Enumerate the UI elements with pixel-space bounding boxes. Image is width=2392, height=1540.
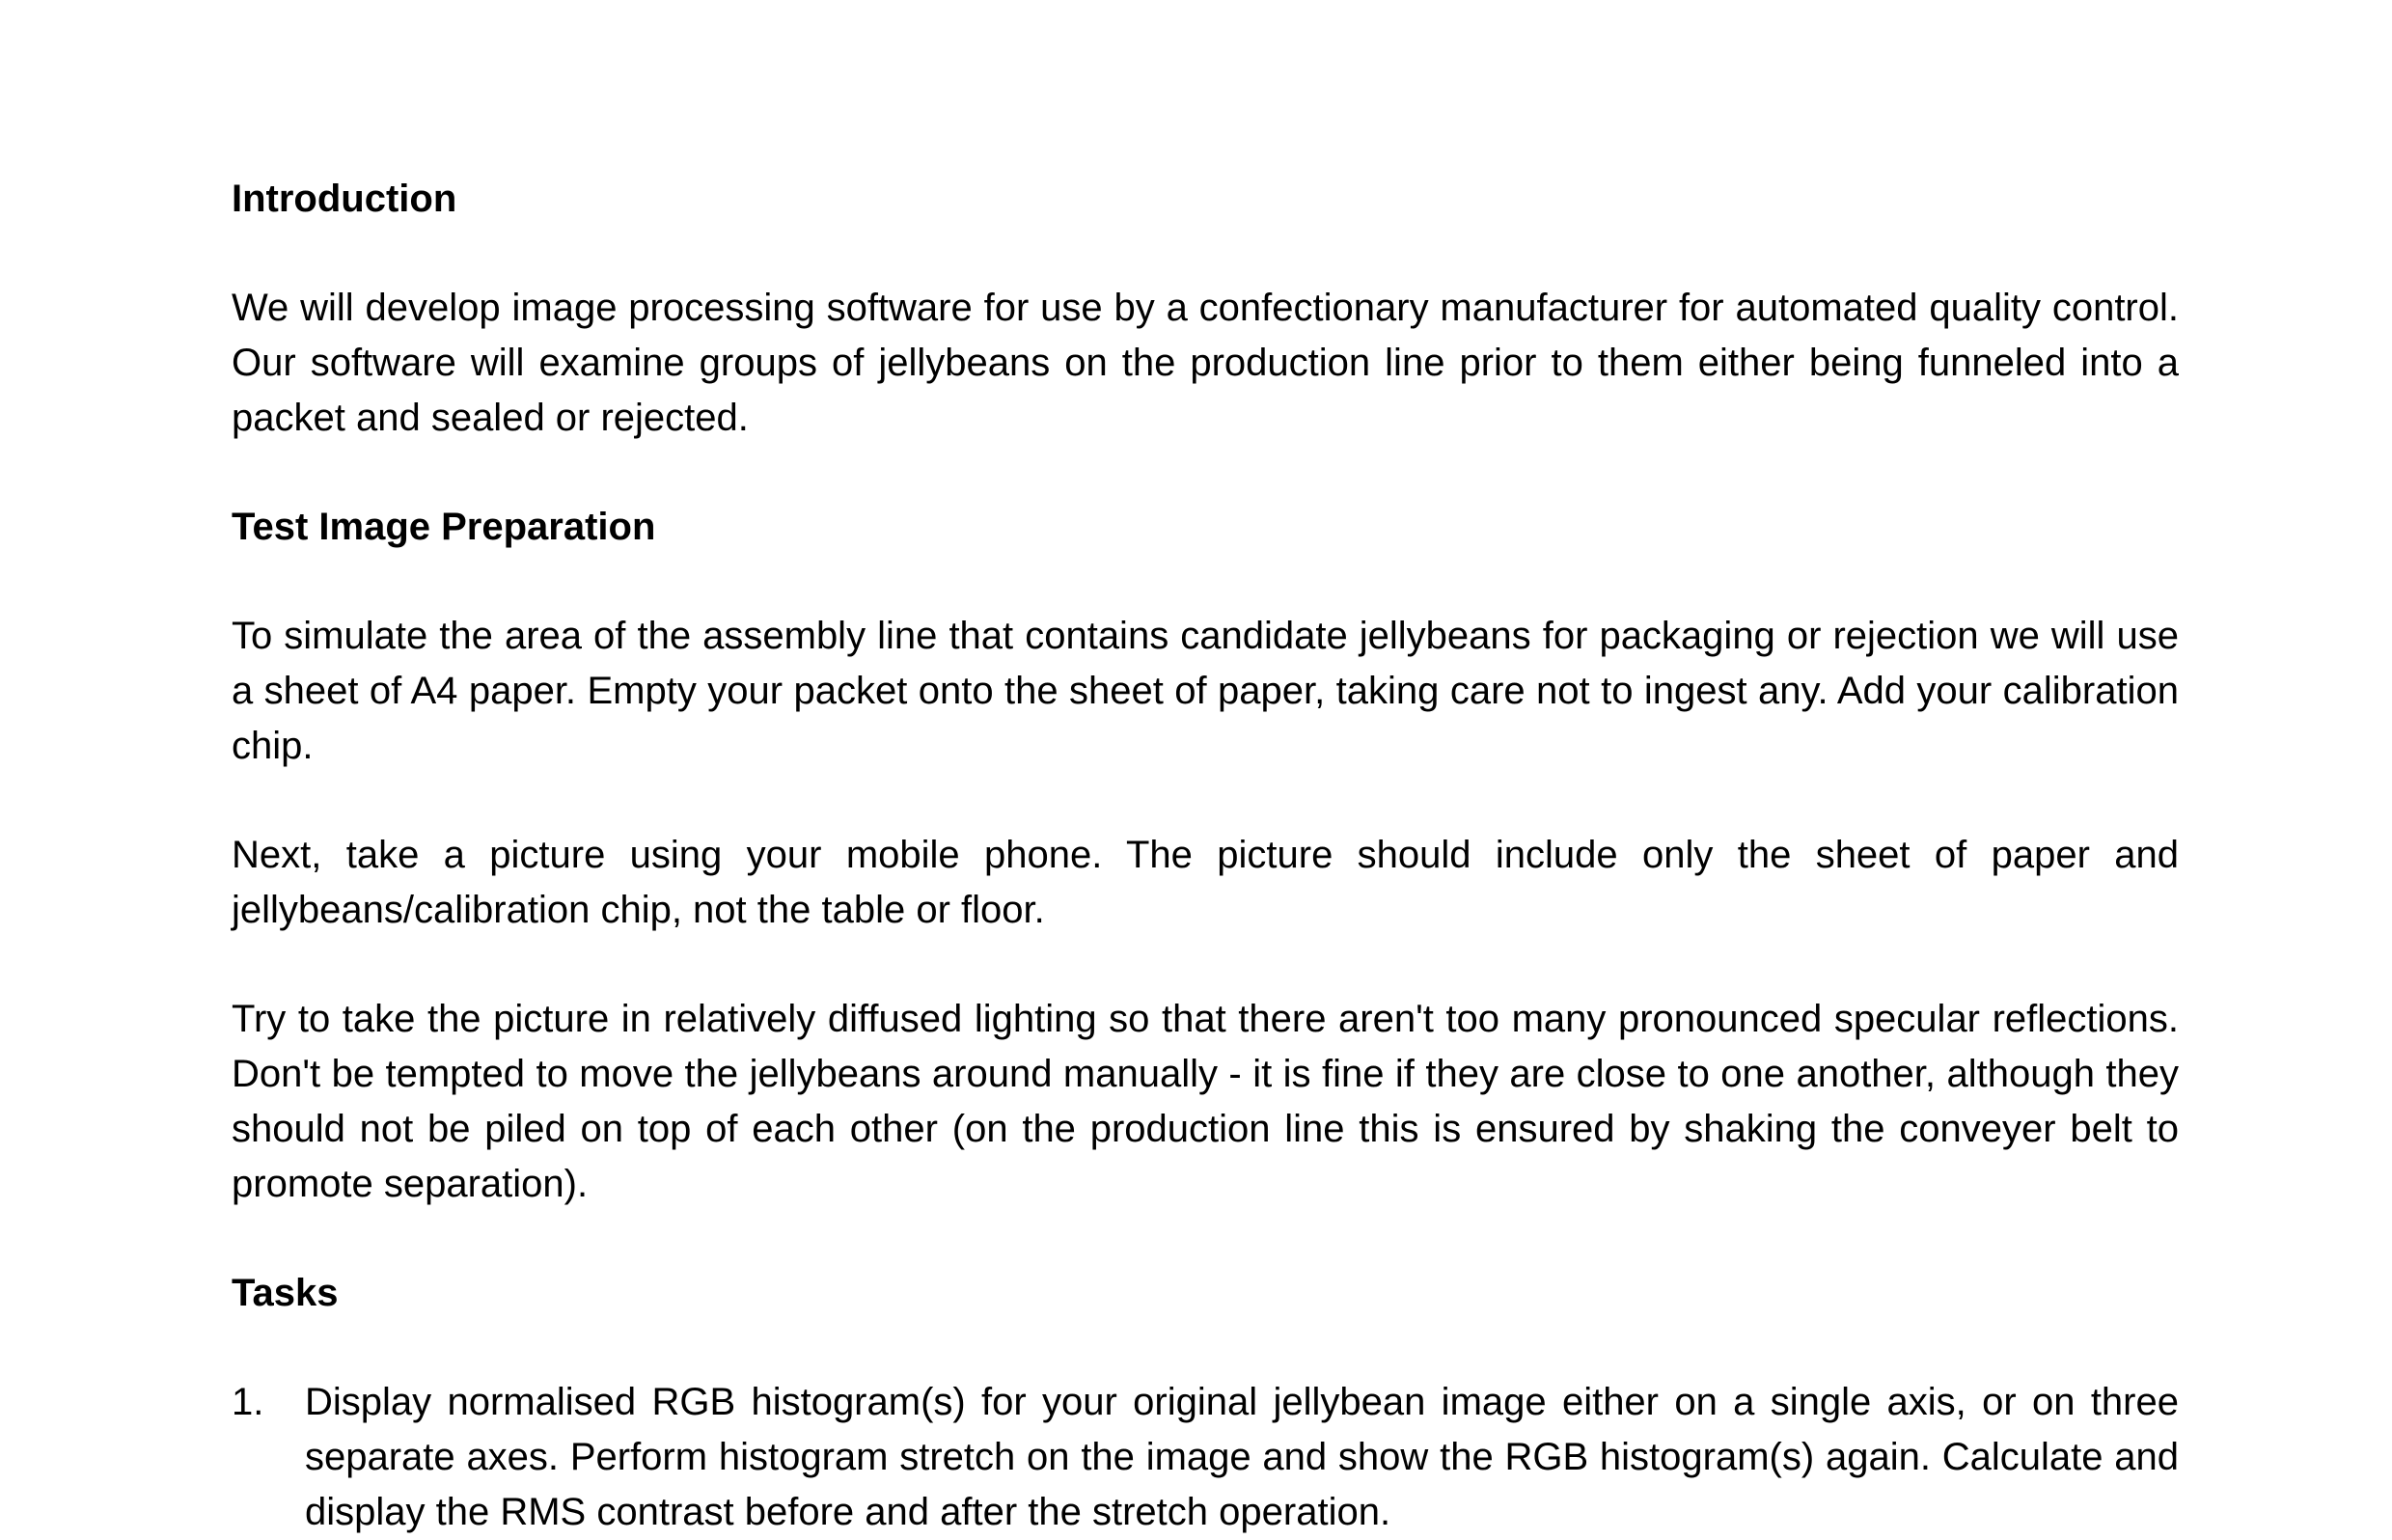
tasks-heading: Tasks (232, 1272, 339, 1314)
spacer (232, 1321, 2179, 1375)
task-number: 1. (232, 1381, 264, 1423)
preparation-paragraph-1: To simulate the area of the assembly line that contains candidate jellybeans for packaging or rejection we will use a sheet of A4 paper. Empty your packet onto the sheet of paper, taking care not to ingest any. Add your calibration chip. (232, 615, 2179, 767)
preparation-paragraph-2: Next, take a picture using your mobile phone. The picture should include only the sheet of paper and jellybeans/calibration chip, not the table or floor. (232, 834, 2179, 931)
task-text: Display normalised RGB histogram(s) for your original jellybean image either on a single axis, or on three separate axes. Perform histogram stretch on the image and show the RGB histogram(s) again. Calculate and display the RMS contrast before and after the stretch operation. (305, 1381, 2179, 1533)
introduction-heading: Introduction (232, 178, 457, 220)
spacer (232, 938, 2179, 992)
spacer (232, 555, 2179, 609)
test-image-preparation-heading: Test Image Preparation (232, 506, 656, 548)
introduction-paragraph: We will develop image processing software for use by a confectionary manufacturer for automated quality control. Our software will examine groups of jellybeans on the production line prior to them either being funneled into a packet and sealed or rejected. (232, 287, 2179, 439)
spacer (232, 774, 2179, 828)
task-item (232, 1375, 2179, 1540)
spacer (232, 446, 2179, 500)
task-list (232, 1375, 2179, 1540)
spacer (232, 227, 2179, 281)
spacer (232, 1212, 2179, 1266)
document-page (232, 172, 2179, 1540)
preparation-paragraph-3: Try to take the picture in relatively diffused lighting so that there aren't too many pronounced specular reflections. Don't be tempted to move the jellybeans around manually - it is fine if they are close to one another, although they should not be piled on top of each other (on the production line this is ensured by shaking the conveyer belt to promote separation). (232, 998, 2179, 1205)
